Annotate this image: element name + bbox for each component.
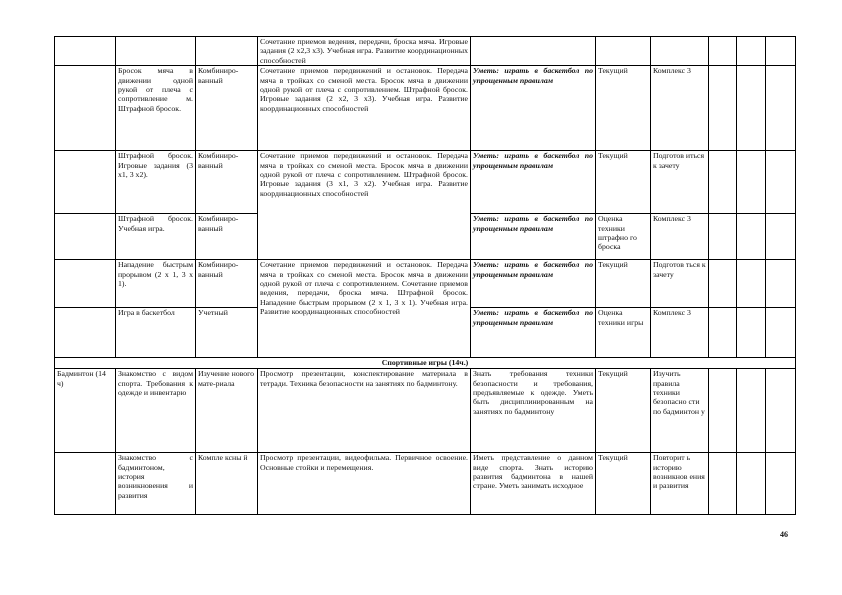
cell-topic: Знакомство с бадминтоном, история возникновения и развития: [116, 453, 196, 515]
cell-section: [55, 453, 116, 515]
cell-topic: Бросок мяча в движении одной рукой от плеча с сопротивление м. Штрафной бросок.: [116, 66, 196, 151]
cell-homework: Подготов ться к зачету: [651, 260, 709, 308]
cell-empty: [737, 66, 766, 151]
cell-empty: [737, 453, 766, 515]
cell-empty: [766, 369, 796, 453]
cell-homework: Комплекс 3: [651, 214, 709, 260]
cell-empty: [737, 37, 766, 66]
cell-empty: [709, 308, 737, 358]
cell-topic: [116, 37, 196, 66]
cell-section: [55, 260, 116, 308]
cell-empty: [766, 260, 796, 308]
cell-empty: [766, 214, 796, 260]
cell-lesson-type: Комбиниро-ванный: [196, 260, 258, 308]
cell-requirements: Знать требования техники безопасности и требования, предъявляемые к одежде. Уметь быть дисциплинированным на занятиях по бадминтону: [471, 369, 596, 453]
cell-content: Просмотр презентации, конспектирование материала в тетради. Техника безопасности на занятиях по бадминтону.: [258, 369, 471, 453]
cell-content: Сочетание приемов передвижений и остановок. Передача мяча в тройках со сменой места. Бросок мяча в движении одной рукой от плеча с сопротивлением. Сочетание приемов ведения, передачи, броска мяча. Штрафной бросок. Нападение быстрым прорывом (2 х 1, 3 х 1). Учебная игра. Развитие координационных способностей: [258, 260, 471, 358]
cell-lesson-type: [196, 37, 258, 66]
cell-homework: Комплекс 3: [651, 308, 709, 358]
cell-requirements: [471, 260, 596, 308]
cell-control: Текущий: [596, 369, 651, 453]
cell-control: Оценка техники штрафно го броска: [596, 214, 651, 260]
table-row: [55, 37, 796, 66]
cell-control: Оценка техники игры: [596, 308, 651, 358]
cell-requirements: [471, 37, 596, 66]
cell-topic: Нападение быстрым прорывом (2 х 1, 3 х 1).: [116, 260, 196, 308]
cell-section: [55, 151, 116, 214]
cell-empty: [766, 37, 796, 66]
cell-section: Бадминтон (14 ч): [55, 369, 116, 453]
cell-requirements: [471, 308, 596, 358]
requirements-text: Уметь: играть в баскетбол по упрощенным правилам: [473, 214, 593, 233]
cell-empty: [737, 260, 766, 308]
cell-control: Текущий: [596, 66, 651, 151]
cell-control: [596, 37, 651, 66]
cell-empty: [737, 214, 766, 260]
cell-requirements: [471, 214, 596, 260]
cell-control: Текущий: [596, 453, 651, 515]
cell-lesson-type: Комбиниро-ванный: [196, 151, 258, 214]
cell-homework: Изучить правила техники безопасно сти по бадминтон у: [651, 369, 709, 453]
cell-control: Текущий: [596, 151, 651, 214]
section-title: Спортивные игры (14ч.): [55, 358, 796, 369]
cell-requirements: [471, 151, 596, 214]
cell-lesson-type: Изучение нового мате-риала: [196, 369, 258, 453]
cell-topic: Знакомство с видом спорта. Требования к одежде и инвентарю: [116, 369, 196, 453]
cell-lesson-type: Учетный: [196, 308, 258, 358]
cell-lesson-type: Компле ксны й: [196, 453, 258, 515]
cell-empty: [709, 151, 737, 214]
table-row: [55, 369, 796, 453]
cell-lesson-type: Комбиниро-ванный: [196, 214, 258, 260]
cell-section: [55, 37, 116, 66]
cell-section: [55, 214, 116, 260]
cell-topic: Штрафной бросок. Игровые задания (3 х1, 3 х2).: [116, 151, 196, 214]
cell-content: Сочетание приемов передвижений и остановок. Передача мяча в тройках со сменой места. Бросок мяча в движении одной рукой от плеча с сопротивлением. Штрафной бросок. Игровые задания (2 х2, 3 х3). Учебная игра. Развитие координационных способностей: [258, 66, 471, 151]
cell-requirements: Иметь представление о данном виде спорта. Знать историю развития бадминтона в нашей стране. Уметь занимать исходное: [471, 453, 596, 515]
cell-homework: [651, 37, 709, 66]
cell-empty: [709, 37, 737, 66]
requirements-text: Уметь: играть в баскетбол по упрощенным правилам: [473, 66, 593, 85]
cell-empty: [737, 308, 766, 358]
section-header-row: [55, 358, 796, 369]
cell-section: [55, 66, 116, 151]
cell-empty: [709, 453, 737, 515]
cell-section: [55, 308, 116, 358]
cell-empty: [709, 260, 737, 308]
cell-content: Просмотр презентации, видеофильма. Первичное освоение. Основные стойки и перемещения.: [258, 453, 471, 515]
table-row: [55, 260, 796, 308]
cell-empty: [766, 308, 796, 358]
cell-empty: [709, 214, 737, 260]
cell-content: Сочетание приемов передвижений и остановок. Передача мяча в тройках со сменой места. Бросок мяча в движении одной рукой от плеча с сопротивлением. Штрафной бросок. Игровые задания (3 х1, 3 х2). Учебная игра. Развитие координационных способностей: [258, 151, 471, 260]
cell-control: Текущий: [596, 260, 651, 308]
cell-homework: Подготов иться к зачету: [651, 151, 709, 214]
requirements-text: Уметь: играть в баскетбол по упрощенным правилам: [473, 308, 593, 327]
requirements-text: Уметь: играть в баскетбол по упрощенным правилам: [473, 260, 593, 279]
table-row: [55, 151, 796, 214]
lesson-plan-table: [54, 36, 796, 515]
requirements-text: Уметь: играть в баскетбол по упрощенным правилам: [473, 151, 593, 170]
page-number: 46: [780, 530, 788, 539]
table-row: [55, 453, 796, 515]
cell-empty: [737, 151, 766, 214]
cell-content: Сочетание приемов ведения, передачи, броска мяча. Игровые задания (2 х2,3 х3). Учебная игра. Развитие координационных способностей: [258, 37, 471, 66]
cell-requirements: [471, 66, 596, 151]
cell-empty: [709, 66, 737, 151]
cell-homework: Комплекс 3: [651, 66, 709, 151]
cell-homework: Повторит ь историю возникнов ения и развития: [651, 453, 709, 515]
cell-topic: Игра в баскетбол: [116, 308, 196, 358]
table-row: [55, 66, 796, 151]
cell-lesson-type: Комбиниро-ванный: [196, 66, 258, 151]
cell-empty: [709, 369, 737, 453]
cell-empty: [766, 66, 796, 151]
cell-empty: [766, 151, 796, 214]
cell-topic: Штрафной бросок. Учебная игра.: [116, 214, 196, 260]
cell-empty: [766, 453, 796, 515]
cell-empty: [737, 369, 766, 453]
